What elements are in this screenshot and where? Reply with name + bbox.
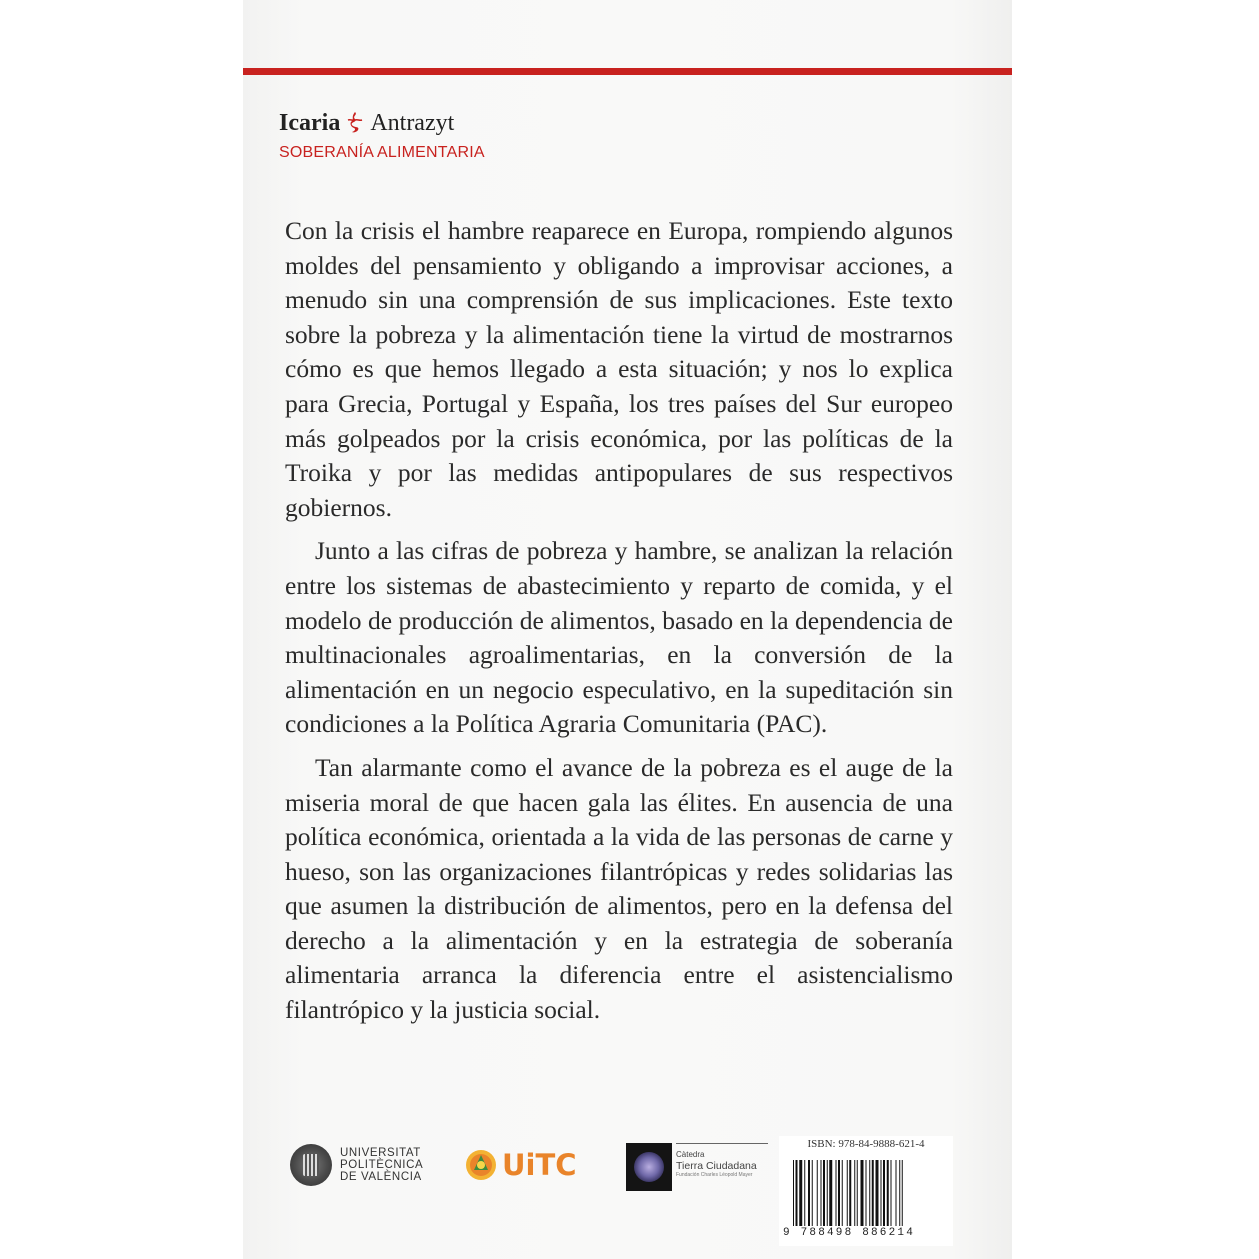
barcode-bar bbox=[836, 1160, 837, 1226]
uitc-emblem-icon bbox=[464, 1148, 498, 1182]
imprint-name: Antrazyt bbox=[370, 109, 455, 136]
barcode-bar bbox=[876, 1160, 879, 1226]
barcode-bar bbox=[883, 1160, 885, 1226]
barcode-bar bbox=[808, 1160, 810, 1226]
barcode-bar bbox=[817, 1160, 818, 1226]
barcode-bar bbox=[854, 1160, 855, 1226]
barcode-digits: 9 788498 886214 bbox=[783, 1227, 916, 1239]
isbn-label: ISBN: 978-84-9888-621-4 bbox=[807, 1138, 925, 1150]
barcode-bar bbox=[902, 1160, 903, 1226]
publisher-name: Icaria bbox=[279, 109, 341, 136]
barcode-bar bbox=[842, 1160, 843, 1226]
barcode-bar bbox=[796, 1160, 798, 1226]
publisher-emblem-icon bbox=[346, 111, 364, 135]
barcode-bar bbox=[849, 1160, 851, 1226]
upv-seal-icon bbox=[290, 1144, 332, 1186]
upv-line: UNIVERSITAT bbox=[340, 1147, 421, 1159]
barcode-bar bbox=[823, 1160, 825, 1226]
barcode-bar bbox=[872, 1160, 874, 1226]
barcode-bar bbox=[891, 1160, 892, 1226]
catedra-line: Càtedra bbox=[676, 1150, 705, 1159]
barcode-bar bbox=[881, 1160, 882, 1226]
upv-wordmark bbox=[340, 1147, 423, 1183]
barcode-bar bbox=[829, 1160, 832, 1226]
barcode-bar bbox=[804, 1160, 805, 1226]
barcode-bar bbox=[821, 1160, 822, 1226]
isbn-barcode bbox=[779, 1136, 953, 1246]
barcode-bar bbox=[857, 1160, 858, 1226]
red-top-rule bbox=[243, 68, 1012, 75]
upv-line: DE VALÈNCIA bbox=[340, 1171, 422, 1183]
catedra-line: Tierra Ciudadana bbox=[676, 1160, 757, 1172]
barcode-bar bbox=[896, 1160, 897, 1226]
barcode-bars bbox=[793, 1160, 943, 1226]
publisher-logo bbox=[279, 108, 454, 138]
uitc-logo bbox=[464, 1148, 577, 1182]
catedra-wordmark bbox=[676, 1143, 768, 1179]
barcode-bar bbox=[866, 1160, 867, 1226]
barcode-bar bbox=[899, 1160, 900, 1226]
blurb-paragraph: Con la crisis el hambre reaparece en Europa, rompiendo algunos moldes del pensamiento y obligando a improvisar acciones, a menudo sin una comprensión de sus implicaciones. Este texto sobre la pobreza y la alimentación tiene la virtud de mostrarnos cómo es que hemos llegado a esta situación; y nos lo explica para Grecia, Portugal y España, los tres países del Sur europeo más golpeados por la crisis económica, por las políticas de la Troika y por las medidas antipopulares de sus respectivos gobiernos. bbox=[285, 216, 953, 522]
catedra-logo bbox=[626, 1143, 768, 1191]
blurb-paragraph: Tan alarmante como el avance de la pobreza es el auge de la miseria moral de que hacen gala las élites. En ausencia de una política económica, orientada a la vida de las personas de carne y hueso, son las organizaciones filantrópicas y redes solidarias las que asumen la distribución de alimentos, pero en la defensa del derecho a la alimentación y en la estrategia de soberanía alimentaria arranca la diferencia entre el asistencialismo filantrópico y la justicia social. bbox=[285, 752, 953, 1025]
catedra-emblem-icon bbox=[626, 1143, 672, 1191]
sponsor-logos bbox=[290, 1136, 1000, 1246]
blurb-text bbox=[285, 214, 953, 1028]
uitc-wordmark: UiTC bbox=[502, 1148, 577, 1182]
barcode-bar bbox=[847, 1160, 848, 1226]
barcode-bar bbox=[827, 1160, 828, 1226]
barcode-bar bbox=[799, 1160, 802, 1226]
barcode-bar bbox=[812, 1160, 813, 1226]
blurb-paragraph: Junto a las cifras de pobreza y hambre, se analizan la relación entre los sistemas de abastecimiento y reparto de comida, y el modelo de producción de alimentos, basado en la dependencia de multinacionales agroalimentarias, en la conversión de la alimentación en un negocio especulativo, en la supeditación sin condiciones a la Política Agraria Comunitaria (PAC). bbox=[285, 536, 953, 739]
barcode-bar bbox=[869, 1160, 870, 1226]
upv-logo bbox=[290, 1144, 423, 1186]
barcode-bar bbox=[861, 1160, 864, 1226]
barcode-bar bbox=[793, 1160, 794, 1226]
barcode-bar bbox=[838, 1160, 840, 1226]
barcode-bar bbox=[887, 1160, 889, 1226]
upv-line: POLITÈCNICA bbox=[340, 1159, 424, 1171]
catedra-line: Fundación Charles Léopold Mayer bbox=[676, 1172, 753, 1178]
collection-name: SOBERANÍA ALIMENTARIA bbox=[279, 144, 485, 161]
